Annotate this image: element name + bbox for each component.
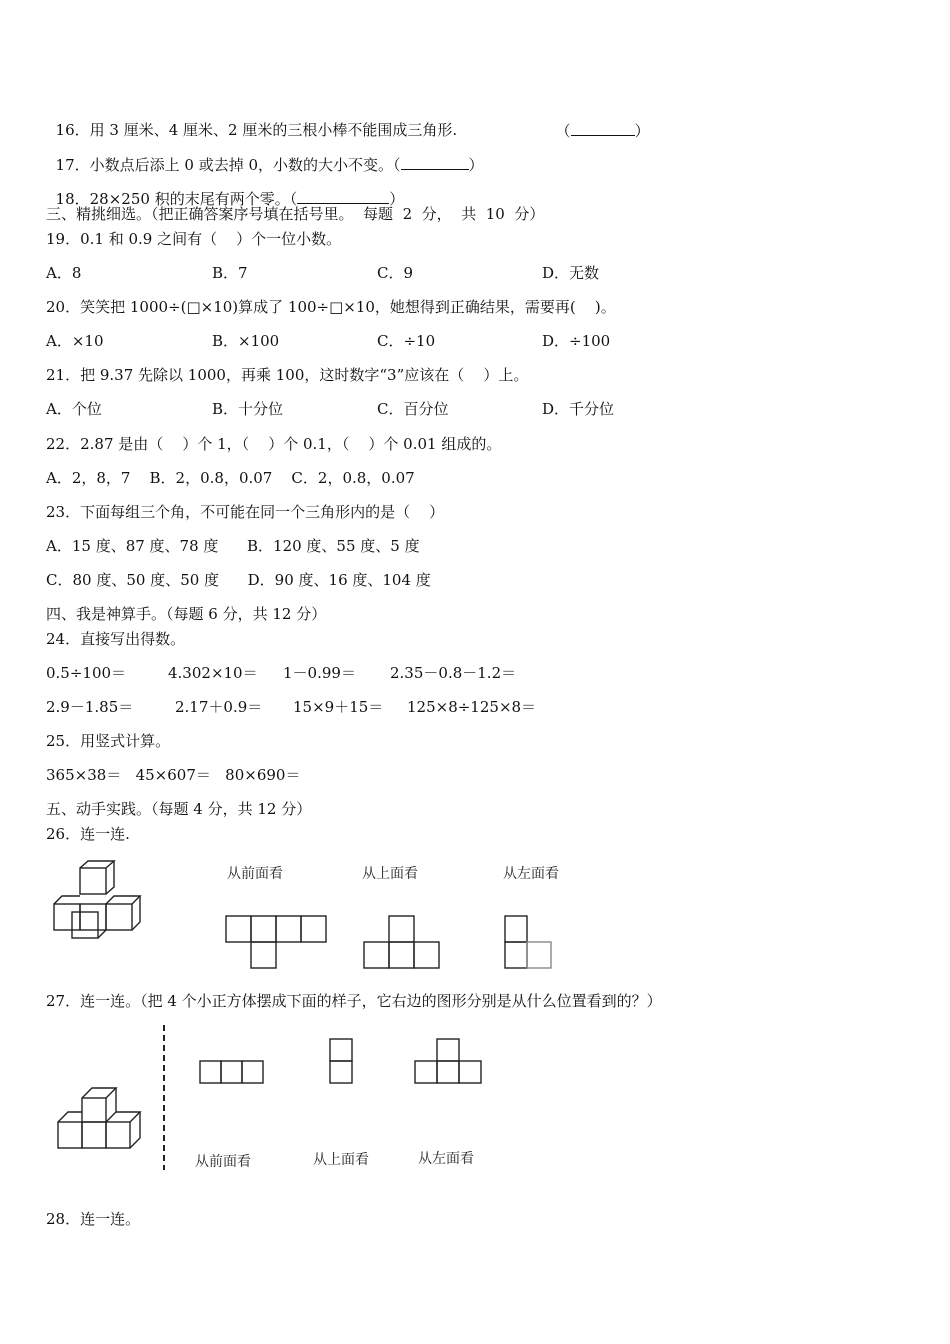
calc-item: 0.5÷100＝ bbox=[46, 664, 127, 682]
cube-arrangement-27 bbox=[50, 1080, 160, 1160]
option-21-b[interactable]: B．十分位 bbox=[212, 400, 284, 418]
question-26: 26．连一连. bbox=[46, 825, 130, 843]
question-21: 21．把 9.37 先除以 1000，再乘 100，这时数字“3”应该在（ ）上。 bbox=[46, 366, 529, 384]
answer-blank-17[interactable] bbox=[401, 155, 469, 170]
calc-item: 4.302×10＝ bbox=[168, 664, 258, 682]
view-label-top-26: 从上面看 bbox=[362, 866, 418, 882]
view-shape-inverted-t-27 bbox=[413, 1037, 485, 1087]
question-16 bbox=[46, 103, 457, 139]
option-19-d[interactable]: D．无数 bbox=[542, 264, 600, 282]
option-19-a[interactable]: A．8 bbox=[46, 264, 82, 282]
section-3-heading: 三、精挑细选。（把正确答案序号填在括号里。 每题 2 分， 共 10 分） bbox=[46, 205, 545, 223]
options-23-ab[interactable]: A．15 度、87 度、78 度 B．120 度、55 度、5 度 bbox=[46, 537, 420, 555]
question-16-text: 16．用 3 厘米、4 厘米、2 厘米的三根小棒不能围成三角形. bbox=[55, 121, 458, 139]
options-22[interactable]: A．2，8，7 B．2，0.8，0.07 C．2，0.8，0.07 bbox=[46, 469, 415, 487]
option-20-a[interactable]: A．×10 bbox=[46, 332, 104, 350]
calc-item: 2.9－1.85＝ bbox=[46, 698, 134, 716]
view-label-top-27: 从上面看 bbox=[313, 1152, 369, 1168]
divider-dashed-27 bbox=[162, 1025, 166, 1170]
answer-blank-16[interactable]: （ ） bbox=[555, 122, 650, 140]
question-19: 19．0.1 和 0.9 之间有（ ）个一位小数。 bbox=[46, 230, 342, 248]
option-20-c[interactable]: C．÷10 bbox=[377, 332, 436, 350]
question-25: 25．用竖式计算。 bbox=[46, 732, 171, 750]
view-label-left-26: 从左面看 bbox=[503, 866, 559, 882]
calc-item: 125×8÷125×8＝ bbox=[407, 698, 537, 716]
question-17: 17．小数点后添上 0 或去掉 0，小数的大小不变。（ ） bbox=[55, 156, 484, 174]
option-19-b[interactable]: B．7 bbox=[212, 264, 248, 282]
question-27: 27．连一连。（把 4 个小正方体摆成下面的样子，它右边的图形分别是从什么位置看到的？） bbox=[46, 992, 662, 1010]
question-23: 23．下面每组三个角，不可能在同一个三角形内的是（ ） bbox=[46, 503, 445, 521]
question-28: 28．连一连。 bbox=[46, 1210, 141, 1228]
answer-blank-18[interactable] bbox=[297, 189, 389, 204]
view-label-front-27: 从前面看 bbox=[195, 1154, 251, 1170]
option-20-d[interactable]: D．÷100 bbox=[542, 332, 611, 350]
calc-item: 15×9＋15＝ bbox=[293, 698, 384, 716]
question-22: 22．2.87 是由（ ）个 1，（ ）个 0.1，（ ）个 0.01 组成的。 bbox=[46, 435, 502, 453]
view-shape-row-27 bbox=[198, 1059, 268, 1087]
view-shape-column-27 bbox=[328, 1037, 358, 1087]
question-20: 20．笑笑把 1000÷(□×10)算成了 100÷□×10，她想得到正确结果，需要再( )。 bbox=[46, 298, 616, 316]
section-4-heading: 四、我是神算手。（每题 6 分，共 12 分） bbox=[46, 605, 327, 623]
cube-arrangement-26 bbox=[46, 858, 156, 948]
calc-item: 2.17＋0.9＝ bbox=[175, 698, 263, 716]
option-20-b[interactable]: B．×100 bbox=[212, 332, 280, 350]
section-5-heading: 五、动手实践。（每题 4 分，共 12 分） bbox=[46, 800, 312, 818]
option-21-a[interactable]: A．个位 bbox=[46, 400, 102, 418]
option-21-d[interactable]: D．千分位 bbox=[542, 400, 615, 418]
view-label-front-26: 从前面看 bbox=[227, 866, 283, 882]
question-18-text: 18．28×250 积的末尾有两个零。（ bbox=[55, 190, 298, 208]
options-23-cd[interactable]: C．80 度、50 度、50 度 D．90 度、16 度、104 度 bbox=[46, 571, 431, 589]
view-shape-l-26 bbox=[503, 914, 563, 974]
option-19-c[interactable]: C．9 bbox=[377, 264, 414, 282]
question-18: 18．28×250 积的末尾有两个零。（ ） bbox=[55, 190, 405, 208]
question-24: 24．直接写出得数。 bbox=[46, 630, 186, 648]
calc-item: 1－0.99＝ bbox=[283, 664, 356, 682]
calc-item: 2.35－0.8－1.2＝ bbox=[390, 664, 517, 682]
option-21-c[interactable]: C．百分位 bbox=[377, 400, 449, 418]
calc-line-25: 365×38＝ 45×607＝ 80×690＝ bbox=[46, 766, 301, 784]
view-label-left-27: 从左面看 bbox=[418, 1151, 474, 1167]
view-shape-inverted-t-26 bbox=[362, 914, 447, 974]
question-17-text: 17．小数点后添上 0 或去掉 0，小数的大小不变。（ bbox=[55, 156, 401, 174]
view-shape-t-26 bbox=[224, 914, 334, 974]
